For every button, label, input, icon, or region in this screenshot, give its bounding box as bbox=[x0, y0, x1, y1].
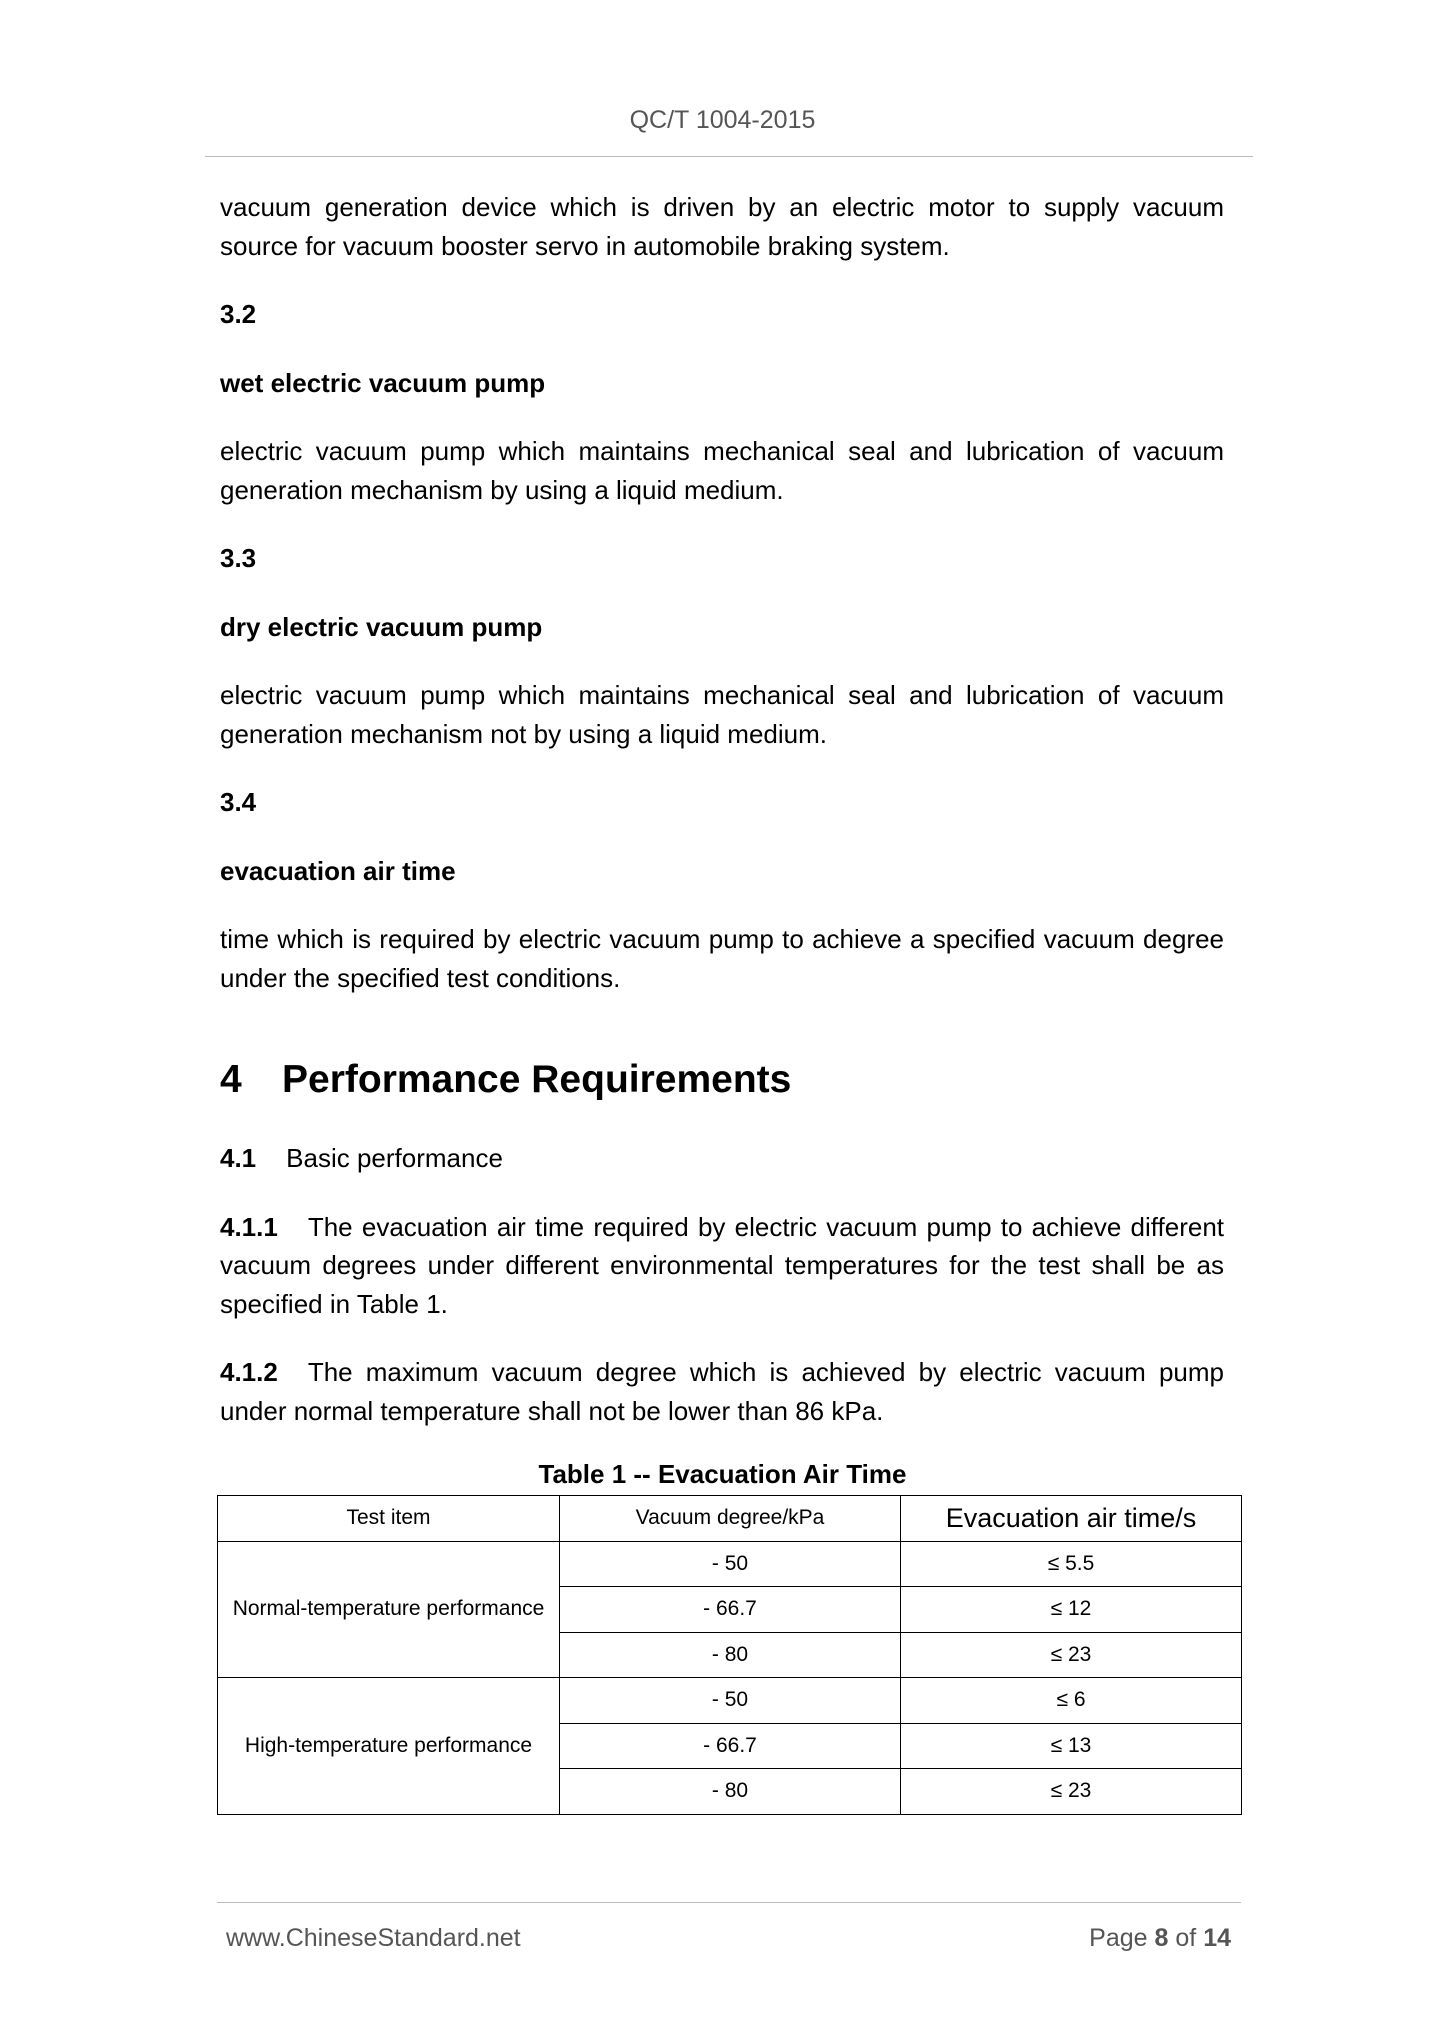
table-1-caption: Table 1 -- Evacuation Air Time bbox=[538, 1459, 907, 1489]
section-4-number: 4 bbox=[220, 1058, 242, 1101]
clause-3-2-definition: electric vacuum pump which maintains mechanical seal and lubrication of vacuum generation mechanism by using a liquid medium. bbox=[220, 436, 1224, 505]
table-row bbox=[218, 1678, 1242, 1724]
clause-4-1-2-text: The maximum vacuum degree which is achieved by electric vacuum pump under normal temperature shall not be lower than 86 kPa. bbox=[220, 1357, 1224, 1426]
clause-4-1-1-text: The evacuation air time required by electric vacuum pump to achieve different vacuum degrees under different environmental temperatures for the test shall be as specified in Table 1. bbox=[220, 1211, 1224, 1319]
page-total: 14 bbox=[1203, 1924, 1231, 1952]
time-cell: ≤ 23 bbox=[901, 1632, 1242, 1678]
clause-4-1-2-paragraph bbox=[220, 1353, 1224, 1430]
vacuum-cell: - 66.7 bbox=[560, 1723, 901, 1769]
clause-4-1-1-number: 4.1.1 bbox=[220, 1211, 278, 1242]
document-body bbox=[220, 188, 1224, 1430]
page-current: 8 bbox=[1154, 1924, 1169, 1952]
footer-website-link[interactable]: www.ChineseStandard.net bbox=[226, 1924, 521, 1952]
vacuum-cell: - 50 bbox=[560, 1678, 901, 1724]
time-cell: ≤ 23 bbox=[901, 1769, 1242, 1815]
table-row bbox=[218, 1541, 1242, 1587]
clause-3-3-term: dry electric vacuum pump bbox=[220, 611, 543, 642]
clause-3-4-definition: time which is required by electric vacuum pump to achieve a specified vacuum degree under the specified test conditions. bbox=[220, 924, 1224, 993]
subsection-4-1-title: Basic performance bbox=[286, 1143, 503, 1173]
clause-3-3-number: 3.3 bbox=[220, 543, 257, 573]
header-divider bbox=[205, 156, 1253, 157]
time-cell: ≤ 6 bbox=[901, 1678, 1242, 1724]
vacuum-cell: - 66.7 bbox=[560, 1587, 901, 1633]
footer-divider bbox=[217, 1902, 1241, 1903]
subsection-4-1-heading bbox=[220, 1139, 1224, 1178]
section-4-title: Performance Requirements bbox=[282, 1058, 792, 1101]
page-prefix: Page bbox=[1089, 1924, 1148, 1952]
header-evacuation-time: Evacuation air time/s bbox=[901, 1496, 1242, 1542]
clause-3-2-term: wet electric vacuum pump bbox=[220, 367, 546, 398]
time-cell: ≤ 13 bbox=[901, 1723, 1242, 1769]
page-header-title: QC/T 1004-2015 bbox=[629, 106, 816, 134]
clause-3-3-definition: electric vacuum pump which maintains mechanical seal and lubrication of vacuum generation mechanism not by using a liquid medium. bbox=[220, 680, 1224, 749]
group-label-high-temperature: High-temperature performance bbox=[218, 1678, 560, 1815]
header-test-item: Test item bbox=[218, 1496, 560, 1542]
vacuum-cell: - 50 bbox=[560, 1541, 901, 1587]
subsection-4-1-number: 4.1 bbox=[220, 1143, 257, 1173]
page-of: of bbox=[1175, 1924, 1197, 1952]
clause-3-2-number: 3.2 bbox=[220, 299, 257, 329]
section-4-heading bbox=[220, 1057, 1224, 1103]
evacuation-air-time-table bbox=[217, 1495, 1242, 1815]
clause-3-4-term: evacuation air time bbox=[220, 855, 456, 886]
time-cell: ≤ 12 bbox=[901, 1587, 1242, 1633]
group-label-normal-temperature: Normal-temperature performance bbox=[218, 1541, 560, 1678]
clause-4-1-1-paragraph bbox=[220, 1208, 1224, 1324]
clause-3-4-number: 3.4 bbox=[220, 787, 257, 817]
intro-paragraph: vacuum generation device which is driven by an electric motor to supply vacuum source for vacuum booster servo in automobile braking system. bbox=[220, 192, 1224, 261]
clause-4-1-2-number: 4.1.2 bbox=[220, 1357, 278, 1387]
header-vacuum-degree: Vacuum degree/kPa bbox=[560, 1496, 901, 1542]
page-indicator bbox=[1089, 1924, 1231, 1953]
table-header-row bbox=[218, 1496, 1242, 1542]
time-cell: ≤ 5.5 bbox=[901, 1541, 1242, 1587]
vacuum-cell: - 80 bbox=[560, 1632, 901, 1678]
vacuum-cell: - 80 bbox=[560, 1769, 901, 1815]
